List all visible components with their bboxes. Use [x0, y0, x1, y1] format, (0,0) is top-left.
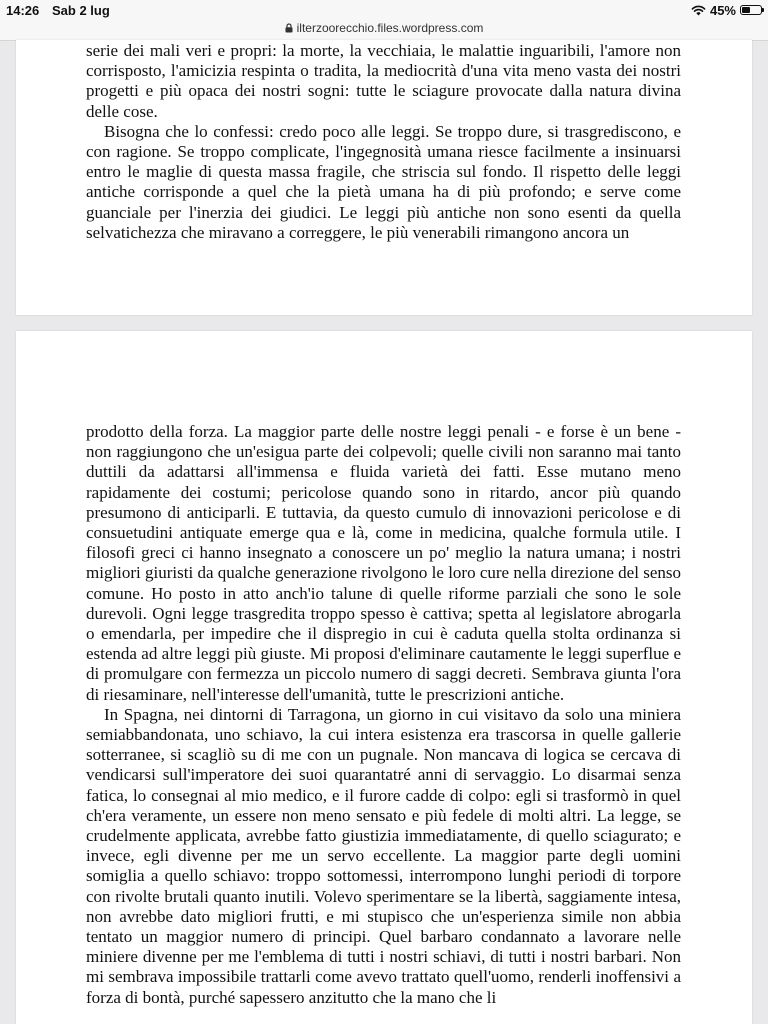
document-page-2: [16, 331, 752, 1024]
battery-percent: 45%: [709, 2, 736, 18]
document-page-1: [16, 40, 752, 315]
status-date: Sab 2 lug: [52, 3, 110, 18]
paragraph: In Spagna, nei dintorni di Tarragona, un giorno in cui visitavo da solo una miniera semiabbandonata, uno schiavo, la cui intera esistenza era trascorsa in quelle gallerie sotterranee, si scagliò su di me con un pugnale. Non mancava di logica se cercava di vendicarsi sull'imperatore dei suoi quarantatré anni di servaggio. Lo disarmai senza fatica, lo consegnai al mio medico, e il furore cadde di colpo: egli si trasformò in quel ch'era veramente, un essere non meno sensato e più fedele di molti altri. La legge, se crudelmente applicata, avrebbe fatto giustizia immediatamente, di quello sciagurato; e invece, egli divenne per me un servo eccellente. La maggior parte degli uomini somiglia a quello schiavo: troppo sottomessi, interrompono lunghi periodi di torpore con rivolte brutali quanto inutili. Volevo sperimentare se la libertà, saggiamente intesa, non avrebbe dato migliori frutti, e mi stupisco che un'esperienza simile non abbia tentato un maggior numero di principi. Quel barbaro condannato a lavorare nelle miniere divenne per me l'emblema di tutti i nostri schiavi, di tutti i nostri barbari. Non mi sembrava impossibile trattarli come avevo trattato quell'uomo, renderli inoffensivi a forza di bontà, purché sapessero anzitutto che la mano che li: [86, 704, 681, 1007]
status-time: 14:26: [6, 3, 40, 18]
paragraph: Bisogna che lo confessi: credo poco alle leggi. Se troppo dure, si trasgrediscono, e con ragione. Se troppo complicate, l'ingegnosità umana riesce facilmente a insinuarsi entro le maglie di questa massa fragile, che striscia sul fondo. Il rispetto delle leggi antiche corrisponde a quel che la pietà umana ha di più profondo; e serve come guanciale per l'inerzia dei giudici. Le leggi più antiche non sono esenti da quella selvatichezza che miravano a correggere, le più venerabili rimangono ancora un: [86, 121, 681, 242]
paragraph: serie dei mali veri e propri: la morte, la vecchiaia, le malattie inguaribili, l'amore non corrisposto, l'amicizia respinta o tradita, la mediocrità d'una vita meno vasta dei nostri progetti e più opaca dei nostri sogni: tutte le sciagure provocate dalla natura divina delle cose.: [86, 41, 681, 121]
lock-icon: [285, 23, 293, 33]
address-bar[interactable]: [0, 20, 768, 41]
status-bar: [0, 0, 768, 20]
paragraph: prodotto della forza. La maggior parte delle nostre leggi penali - e forse è un bene - non raggiungono che un'esigua parte dei colpevoli; quelle civili non saranno mai tanto duttili da adattarsi all'immensa e fluida varietà dei fatti. Esse mutano meno rapidamente dei costumi; pericolose quando sono in ritardo, ancor più quando presumono di anticiparli. E tuttavia, da questo cumulo di innovazioni pericolose e di consuetudini antiquate emerge qua e là, come in medicina, qualche formula utile. I filosofi greci ci hanno insegnato a conoscere un po' meglio la natura umana; i nostri migliori giuristi da qualche generazione rivolgono le loro cure nella direzione del senso comune. Ho posto in atto anch'io talune di quelle riforme parziali che sono le sole durevoli. Ogni legge trasgredita troppo spesso è cattiva; spetta al legislatore abrogarla o emendarla, per impedire che il dispregio in cui è caduta quella stolta ordinanza si estenda ad altre leggi più giuste. Mi proposi d'eliminare cautamente le leggi superflue e di promulgare con fermezza un piccolo numero di saggi decreti. Sembrava giunta l'ora di riesaminare, nell'interesse dell'umanità, tutte le prescrizioni antiche.: [86, 422, 681, 704]
battery-icon: [740, 5, 762, 15]
battery-level: [742, 7, 750, 13]
url-text: ilterzoorecchio.files.wordpress.com: [296, 21, 484, 35]
page-text: [86, 422, 681, 1008]
status-indicators: [691, 2, 762, 18]
page-text: [86, 41, 681, 243]
wifi-icon: [691, 5, 706, 16]
